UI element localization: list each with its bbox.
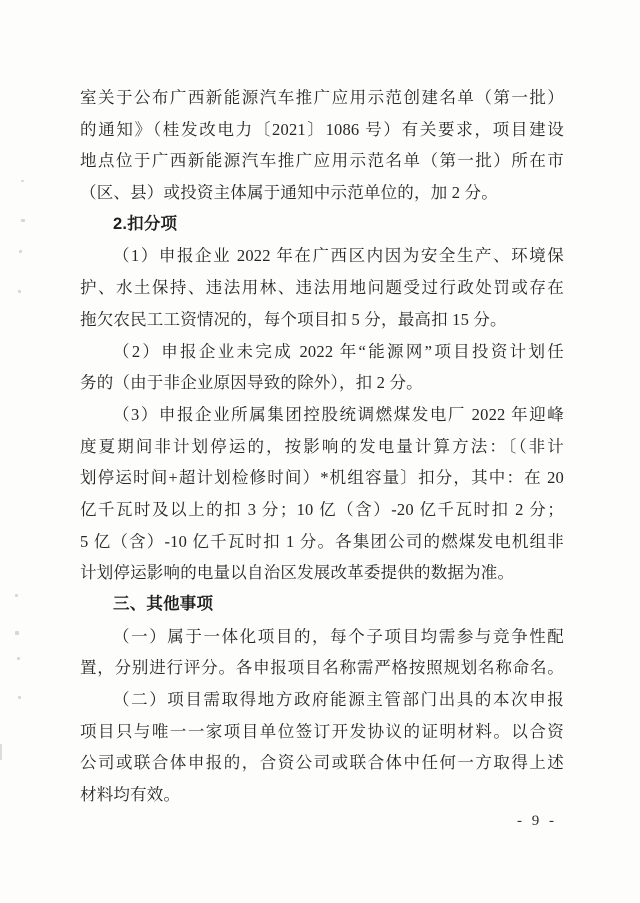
doc-line: 地点位于广西新能源汽车推广应用示范名单（第一批）所在市 bbox=[80, 151, 564, 171]
scan-edge-mark bbox=[0, 744, 2, 760]
doc-line: 公司或联合体申报的，合资公司或联合体中任何一方取得上述 bbox=[80, 753, 564, 773]
doc-line: 度夏期间非计划停运的，按影响的发电量计算方法：〔（非计 bbox=[80, 436, 564, 456]
scan-speck bbox=[15, 594, 18, 597]
page-number: - 9 - bbox=[517, 813, 557, 829]
doc-line: 划停运时间+超计划检修时间）*机组容量〕扣分，其中：在 20 bbox=[80, 468, 564, 488]
doc-line: 的通知》（桂发改电力〔2021〕1086 号）有关要求，项目建设 bbox=[80, 119, 564, 139]
doc-line: （3）申报企业所属集团控股统调燃煤发电厂 2022 年迎峰 bbox=[113, 404, 564, 424]
doc-line: 室关于公布广西新能源汽车推广应用示范创建名单（第一批） bbox=[80, 88, 564, 107]
doc-line: 计划停运影响的电量以自治区发展改革委提供的数据为准。 bbox=[80, 563, 515, 583]
doc-line: （1）申报企业 2022 年在广西区内因为安全生产、环境保 bbox=[113, 246, 564, 266]
doc-line: （二）项目需取得地方政府能源主管部门出具的本次申报 bbox=[113, 690, 564, 710]
doc-line: （一）属于一体化项目的，每个子项目均需参与竞争性配 bbox=[113, 626, 564, 646]
scan-speck bbox=[18, 290, 21, 293]
doc-line: 务的（由于非企业原因导致的除外），扣 2 分。 bbox=[80, 373, 423, 393]
doc-line: 拖欠农民工工资情况的，每个项目扣 5 分，最高扣 15 分。 bbox=[80, 309, 507, 329]
scan-speck bbox=[21, 219, 25, 222]
doc-line: 5 亿（含）-10 亿千瓦时扣 1 分。各集团公司的燃煤发电机组非 bbox=[80, 531, 564, 551]
doc-line: 护、水土保持、违法用林、违法用地问题受过行政处罚或存在 bbox=[80, 278, 564, 298]
doc-line: 置，分别进行评分。各申报项目名称需严格按照规划名称命名。 bbox=[80, 658, 564, 678]
scan-speck bbox=[17, 657, 20, 660]
doc-line: 材料均有效。 bbox=[80, 785, 181, 805]
section-heading-deduction-items: 2.扣分项 bbox=[113, 214, 178, 233]
doc-line: （区、县）或投资主体属于通知中示范单位的，加 2 分。 bbox=[80, 183, 498, 203]
scan-speck bbox=[19, 250, 22, 253]
scan-speck bbox=[18, 696, 21, 699]
scan-speck bbox=[21, 180, 24, 182]
doc-line: 亿千瓦时及以上的扣 3 分；10 亿（含）-20 亿千瓦时扣 2 分； bbox=[80, 499, 564, 519]
scan-speck bbox=[15, 631, 19, 635]
document-body bbox=[80, 82, 564, 811]
section-heading-other-matters: 三、其他事项 bbox=[113, 595, 214, 613]
doc-line: （2）申报企业未完成 2022 年“能源网”项目投资计划任 bbox=[113, 341, 564, 361]
doc-line: 项目只与唯一一家项目单位签订开发协议的证明材料。以合资 bbox=[80, 721, 564, 741]
